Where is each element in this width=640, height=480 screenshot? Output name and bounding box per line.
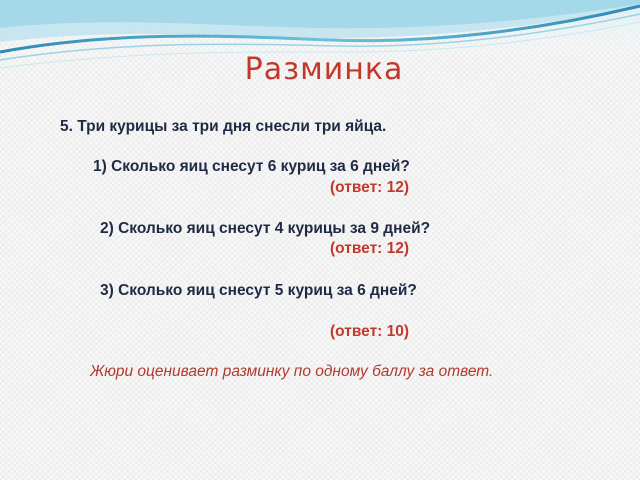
- slide-title: Разминка: [244, 52, 404, 87]
- question-2: 2) Сколько яиц снесут 4 курицы за 9 дней?: [100, 220, 431, 237]
- answer-2: (ответ: 12): [330, 240, 410, 257]
- problem-statement: 5. Три курицы за три дня снесли три яйца.: [60, 118, 387, 135]
- question-1: 1) Сколько яиц снесут 6 куриц за 6 дней?: [93, 158, 410, 175]
- answer-1: (ответ: 12): [330, 179, 410, 196]
- answer-3: (ответ: 10): [330, 323, 410, 340]
- jury-note: Жюри оценивает разминку по одному баллу за ответ.: [90, 363, 494, 380]
- question-3: 3) Сколько яиц снесут 5 куриц за 6 дней?: [100, 282, 417, 299]
